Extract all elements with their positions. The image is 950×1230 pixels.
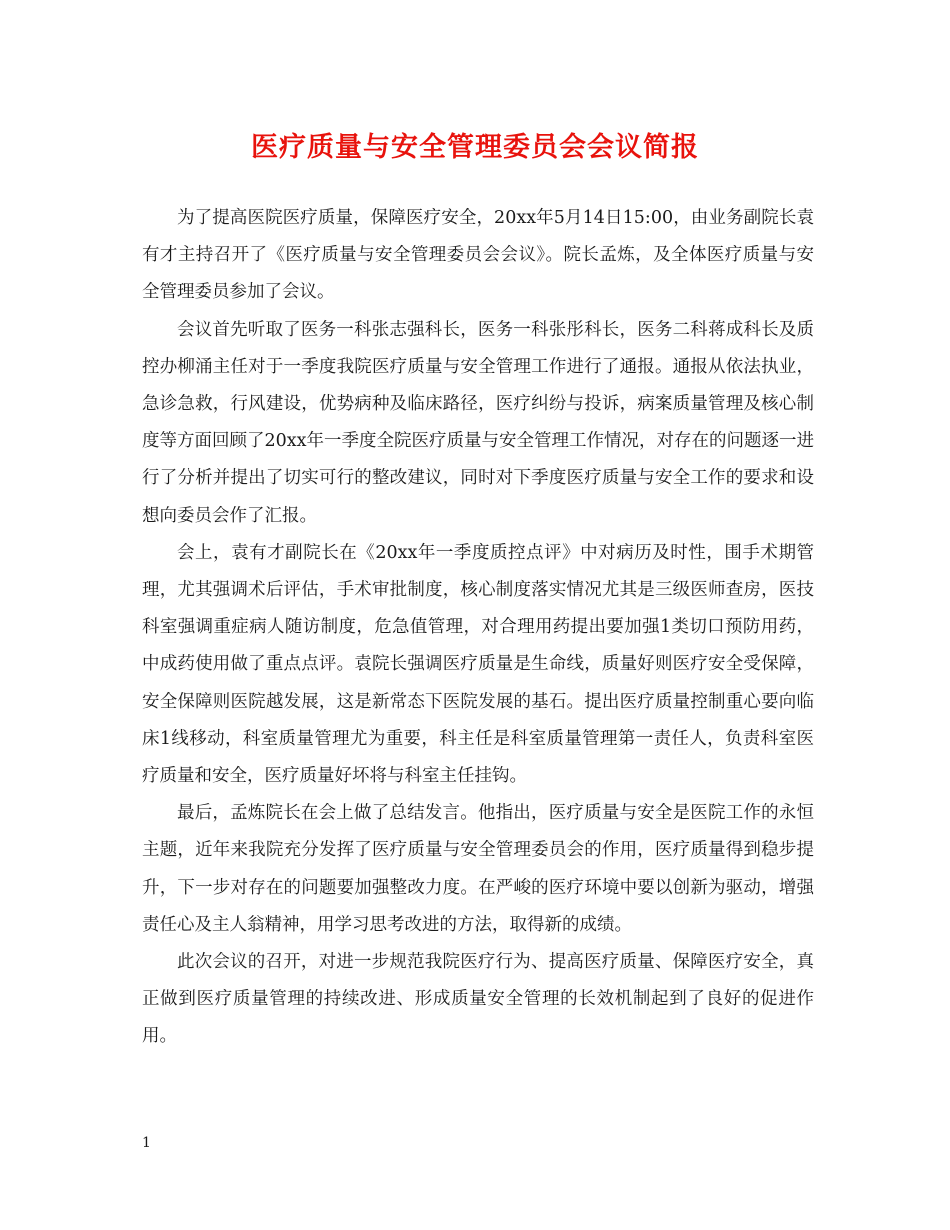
paragraph-conclusion: 此次会议的召开，对进一步规范我院医疗行为、提高医疗质量、保障医疗安全，真正做到医疗质量管理的持续改进、形成质量安全管理的长效机制起到了良好的促进作用。 xyxy=(142,952,814,1047)
paragraph-intro: 为了提高医院医疗质量，保障医疗安全，20xx年5月14日15:00，由业务副院长袁有才主持召开了《医疗质量与安全管理委员会会议》。院长孟炼，及全体医疗质量与安全管理委员参加了会议。 xyxy=(142,208,814,303)
page-number: 1 xyxy=(142,1135,151,1151)
document-title: 医疗质量与安全管理委员会会议简报 xyxy=(251,132,699,163)
paragraph-report: 会议首先听取了医务一科张志强科长，医务一科张彤科长，医务二科蒋成科长及质控办柳涌主任对于一季度我院医疗质量与安全管理工作进行了通报。通报从依法执业，急诊急救，行风建设，优势病种及临床路径，医疗纠纷与投诉，病案质量管理及核心制度等方面回顾了20xx年一季度全院医疗质量与安全管理工作情况，对存在的问题逐一进行了分析并提出了切实可行的整改建议，同时对下季度医疗质量与安全工作的要求和设想向委员会作了汇报。 xyxy=(142,319,815,526)
document-body xyxy=(142,200,814,1056)
paragraph-review: 会上，袁有才副院长在《20xx年一季度质控点评》中对病历及时性，围手术期管理，尤其强调术后评估，手术审批制度，核心制度落实情况尤其是三级医师查房，医技科室强调重症病人随访制度，危急值管理，对合理用药提出要加强1类切口预防用药，中成药使用做了重点点评。袁院长强调医疗质量是生命线，质量好则医疗安全受保障，安全保障则医院越发展，这是新常态下医院发展的基石。提出医疗质量控制重心要向临床1线移动，科室质量管理尤为重要，科主任是科室质量管理第一责任人，负责科室医疗质量和安全，医疗质量好坏将与科室主任挂钩。 xyxy=(142,542,814,787)
paragraph-summary: 最后，孟炼院长在会上做了总结发言。他指出，医疗质量与安全是医院工作的永恒主题，近年来我院充分发挥了医疗质量与安全管理委员会的作用，医疗质量得到稳步提升，下一步对存在的问题要加强整改力度。在严峻的医疗环境中要以创新为驱动，增强责任心及主人翁精神，用学习思考改进的方法，取得新的成绩。 xyxy=(142,803,814,935)
